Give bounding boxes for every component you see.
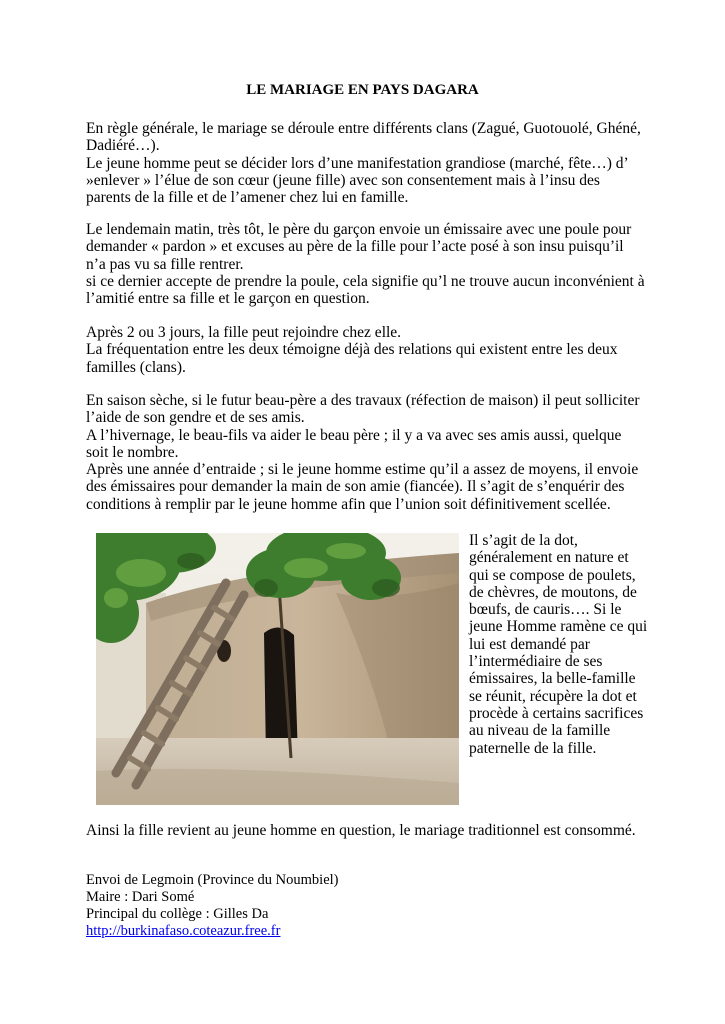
- page-title: LE MARIAGE EN PAYS DAGARA: [246, 82, 479, 98]
- paragraph: si ce dernier accepte de prendre la poule, cela signifie qu’l ne trouve aucun inconvénient à l’amitié entre sa fille et le garçon en question.: [86, 272, 645, 308]
- paragraph: A l’hivernage, le beau-fils va aider le beau père ; il y a va avec ses amis aussi, quelque soit le nombre.: [86, 426, 622, 461]
- paragraph: Après une année d’entraide ; si le jeune homme estime qu’il a assez de moyens, il envoie des émissaires pour demander la main de son amie (fiancée). Il s’agit de s’enquérir des conditions à remplir par le jeune homme afin que l’union soit définitivement scellée.: [86, 461, 639, 513]
- paragraph: En règle générale, le mariage se déroule entre différents clans (Zagué, Guotouolé, Ghéné, Dadiéré…).: [86, 120, 641, 155]
- paragraph-block-morning: [86, 221, 646, 307]
- footer-mayor: Maire : Dari Somé: [86, 889, 195, 905]
- footer: [86, 872, 646, 940]
- paragraph: Le jeune homme peut se décider lors d’une manifestation grandiose (marché, fête…) d’ »enlever » l’élue de son cœur (jeune fille) avec son consentement mais à l’insu des parents de la fille et de l’amener chez lui en famille.: [86, 154, 628, 207]
- dowry-paragraph: Il s’agit de la dot, généralement en nature et qui se compose de poulets, de chèvres, de moutons, de bœufs, de cauris…. Si le jeune Homme ramène ce qui lui est demandé par l’intermédiaire de ses émissaires, la belle-famille se réunit, récupère la dot et procède à certains sacrifices au niveau de la famille paternelle de la fille.: [469, 532, 648, 757]
- footer-principal: Principal du collège : Gilles Da: [86, 906, 269, 922]
- footer-sender: Envoi de Legmoin (Province du Noumbiel): [86, 872, 339, 888]
- village-house-photo: [96, 533, 459, 805]
- paragraph-block-seasons: [86, 392, 646, 513]
- website-link[interactable]: http://burkinafaso.coteazur.free.fr: [86, 923, 281, 939]
- paragraph: En saison sèche, si le futur beau-père a des travaux (réfection de maison) il peut solliciter l’aide de son gendre et de ses amis.: [86, 392, 640, 427]
- paragraph: Ainsi la fille revient au jeune homme en question, le mariage traditionnel est consommé.: [86, 822, 636, 839]
- paragraph-block-return: [86, 324, 646, 376]
- paragraph: Après 2 ou 3 jours, la fille peut rejoindre chez elle.: [86, 324, 402, 341]
- closing-paragraph-block: [86, 822, 646, 839]
- paragraph: La fréquentation entre les deux témoigne déjà des relations qui existent entre les deux familles (clans).: [86, 341, 618, 376]
- paragraph: Le lendemain matin, très tôt, le père du garçon envoie un émissaire avec une poule pour demander « pardon » et excuses au père de la fille pour l’acte posé à son insu puisqu’il n’a pas vu sa fille rentrer.: [86, 221, 632, 273]
- paragraph-block-intro: [86, 120, 646, 206]
